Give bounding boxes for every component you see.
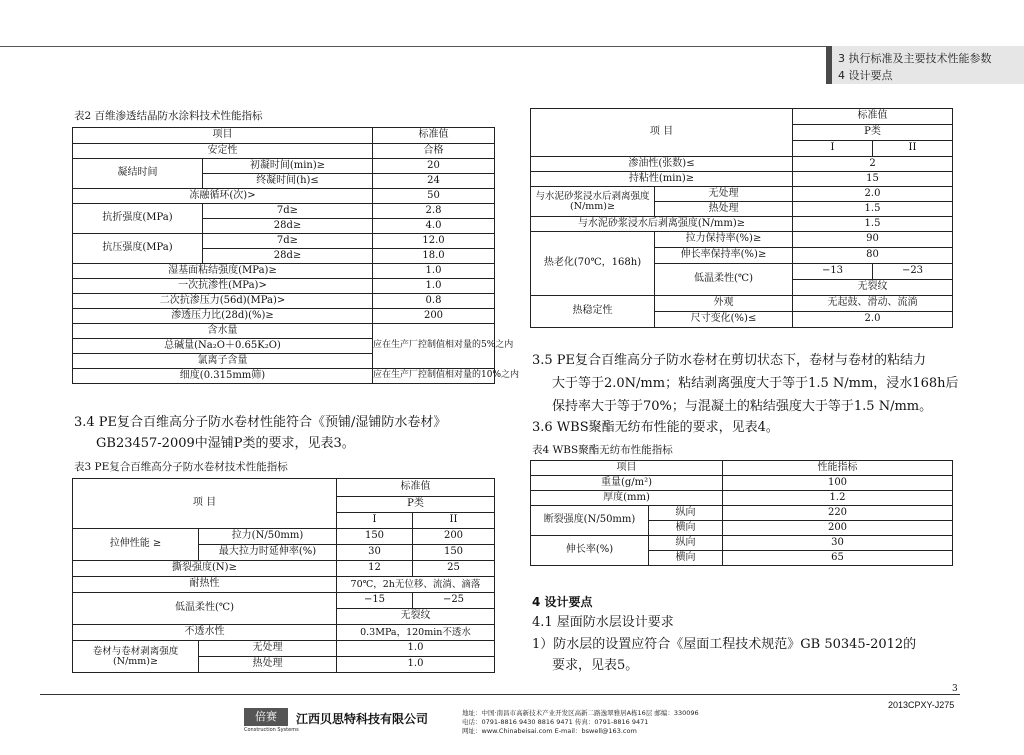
t2-cell: 0.8 [373, 294, 495, 309]
t2-cell: 7d≥ [203, 234, 373, 249]
t2-cell: 24 [373, 174, 495, 189]
table4 [530, 460, 953, 566]
t2-cell: 50 [373, 189, 495, 204]
t2-cell: 应在生产厂控制值相对量的5%之内 [373, 324, 495, 369]
t2-cell: 细度(0.315mm筛) [73, 369, 373, 384]
t3b-col-2: II [873, 141, 953, 157]
t3-group: 拉伸性能 ≥ [73, 529, 199, 561]
t4-cell: 65 [723, 551, 953, 566]
t3-col-1: I [337, 513, 413, 529]
t3b-cell: 无裂纹 [793, 280, 953, 296]
t3b-cell: 无起鼓、滑动、流淌 [793, 296, 953, 312]
section-4-1-item1-line2: 要求，见表5。 [552, 658, 639, 673]
t2-cell: 含水量 [73, 324, 373, 339]
t3-cell: 12 [337, 561, 413, 577]
t2-cell: 28d≥ [203, 249, 373, 264]
t3-cell: 耐热性 [73, 577, 337, 593]
t2-cell: 1.0 [373, 264, 495, 279]
t3-cell: 无裂纹 [337, 609, 495, 625]
t2-cell: 初凝时间(min)≥ [203, 159, 373, 174]
t3b-cell: 2 [793, 157, 953, 172]
t4-cell: 220 [723, 506, 953, 521]
para-3-5-line2: 大于等于2.0N/mm；粘结剥离强度大于等于1.5 N/mm，浸水168h后 [552, 376, 959, 391]
doc-code: 2013CPXY-J275 [888, 700, 955, 710]
t3-cell: 拉力(N/50mm) [199, 529, 337, 545]
t3-cell: 1.0 [337, 641, 495, 657]
t3b-cell: 无处理 [655, 187, 793, 202]
t3-group: 卷材与卷材剥离强度(N/mm)≥ [73, 641, 199, 673]
t2-cell: 应在生产厂控制值相对量的10%之内 [373, 369, 495, 384]
t2-cell: 湿基面粘结强度(MPa)≥ [73, 264, 373, 279]
t2-cell: 2.8 [373, 204, 495, 219]
t3b-cell: 15 [793, 172, 953, 187]
t4-cell: 30 [723, 536, 953, 551]
t3b-cell: 持粘性(min)≥ [531, 172, 793, 187]
t2-cell: 一次抗渗性(MPa)> [73, 279, 373, 294]
t2-cell: 总碱量(Na₂O＋0.65K₂O) [73, 339, 373, 354]
t3-group: 低温柔性(℃) [73, 593, 337, 625]
section-4-1-item1-line1: 1）防水层的设置应符合《屋面工程技术规范》GB 50345-2012的 [532, 637, 917, 652]
t3b-cell: −23 [873, 264, 953, 280]
t4-cell: 厚度(mm) [531, 491, 723, 506]
t3b-cell: 2.0 [793, 187, 953, 202]
t3b-cell: 低温柔性(℃) [655, 264, 793, 296]
t2-col-std: 标准值 [373, 128, 495, 144]
t3b-col-p: P类 [793, 125, 953, 141]
t3-cell: −15 [337, 593, 413, 609]
t3b-cell: 1.5 [793, 202, 953, 217]
t4-cell: 横向 [649, 521, 723, 536]
t3-cell: 30 [337, 545, 413, 561]
t3b-col-item: 项 目 [531, 109, 793, 157]
t3-cell: 无处理 [199, 641, 337, 657]
t4-cell: 纵向 [649, 536, 723, 551]
t3-cell: 150 [413, 545, 495, 561]
t3b-cell: 2.0 [793, 312, 953, 328]
t2-col-item: 项目 [73, 128, 373, 144]
footer-address: 地址：中国·南昌市高新技术产业开发区高新二路逸翠雅居A栋16层 邮编：330096 [462, 709, 699, 717]
t2-cell: 12.0 [373, 234, 495, 249]
t3b-cell: 尺寸变化(%)≤ [655, 312, 793, 328]
t2-cell: 20 [373, 159, 495, 174]
t4-group: 断裂强度(N/50mm) [531, 506, 649, 536]
t2-cell: 二次抗渗压力(56d)(MPa)> [73, 294, 373, 309]
t3b-cell: 80 [793, 248, 953, 264]
header-line-1: 3 执行标准及主要技术性能参数 [838, 52, 992, 65]
t2-cell: 200 [373, 309, 495, 324]
header-line-2: 4 设计要点 [838, 69, 893, 82]
t4-cell: 重量(g/m²) [531, 476, 723, 491]
t3b-group: 与水泥砂浆浸水后剥离强度(N/mm)≥ [531, 187, 655, 217]
company-logo: 倍赛 [244, 708, 288, 726]
t3b-cell: 拉力保持率(%)≥ [655, 232, 793, 248]
t2-cell: 氯离子含量 [73, 354, 373, 369]
t2-cell: 合格 [373, 144, 495, 159]
t3-cell: 200 [413, 529, 495, 545]
t3-cell: 1.0 [337, 657, 495, 673]
table3 [72, 478, 495, 673]
t3b-cell: 与水泥砂浆浸水后剥离强度(N/mm)≥ [531, 217, 793, 232]
header-accent [826, 46, 832, 84]
para-3-4-line1: 3.4 PE复合百维高分子防水卷材性能符合《预铺/湿铺防水卷材》 [74, 415, 447, 430]
para-3-5-line1: 3.5 PE复合百维高分子防水卷材在剪切状态下，卷材与卷材的粘结力 [532, 353, 927, 368]
t3-cell: 150 [337, 529, 413, 545]
t3b-cell: 1.5 [793, 217, 953, 232]
footer-web: 网址：www.Chinabeisai.com E-mail：bswell@163.com [462, 727, 637, 735]
t4-cell: 200 [723, 521, 953, 536]
t2-cell: 安定性 [73, 144, 373, 159]
t2-group: 凝结时间 [73, 159, 203, 189]
t4-col-std: 性能指标 [723, 461, 953, 476]
t3b-cell: 渗油性(张数)≤ [531, 157, 793, 172]
t2-group: 抗压强度(MPa) [73, 234, 203, 264]
para-3-4-line2: GB23457-2009中湿铺P类的要求，见表3。 [96, 436, 355, 451]
t2-cell: 1.0 [373, 279, 495, 294]
table4-caption: 表4 WBS聚酯无纺布性能指标 [532, 444, 673, 456]
t2-cell: 渗透压力比(28d)(%)≥ [73, 309, 373, 324]
section-4-1: 4.1 屋面防水层设计要求 [532, 615, 674, 630]
t3b-group: 热稳定性 [531, 296, 655, 328]
t3-cell: 最大拉力时延伸率(%) [199, 545, 337, 561]
t3-col-2: II [413, 513, 495, 529]
t3-cell: 0.3MPa，120min不透水 [337, 625, 495, 641]
t2-cell: 28d≥ [203, 219, 373, 234]
t3-cell: 25 [413, 561, 495, 577]
footer-rule [40, 694, 960, 695]
table2 [72, 127, 520, 384]
t3-col-item: 项 目 [73, 479, 337, 529]
t3-cell: 不透水性 [73, 625, 337, 641]
t3b-cell: 90 [793, 232, 953, 248]
t3-cell: 70℃，2h无位移、流淌、滴落 [337, 577, 495, 593]
t2-cell: 4.0 [373, 219, 495, 234]
table3-continued [530, 108, 953, 328]
t4-cell: 100 [723, 476, 953, 491]
t3b-cell: 热处理 [655, 202, 793, 217]
t3b-cell: −13 [793, 264, 873, 280]
footer-tel: 电话：0791-8816 9430 8816 9471 传真：0791-8816 9471 [462, 718, 649, 726]
company-name: 江西贝思特科技有限公司 [296, 712, 429, 726]
t3-col-p: P类 [337, 497, 495, 513]
t3b-cell: 外观 [655, 296, 793, 312]
t3-cell: 热处理 [199, 657, 337, 673]
t3-cell: −25 [413, 593, 495, 609]
section-4-title: 4 设计要点 [532, 595, 593, 609]
logo-subtitle: Construction Systems [244, 727, 299, 733]
para-3-5-line3: 保持率大于等于70%；与混凝土的粘结强度大于等于1.5 N/mm。 [552, 399, 933, 414]
t3b-col-1: I [793, 141, 873, 157]
t2-cell: 终凝时间(h)≤ [203, 174, 373, 189]
table2-caption: 表2 百维渗透结晶防水涂料技术性能指标 [74, 110, 263, 122]
t3b-col-std: 标准值 [793, 109, 953, 125]
t4-cell: 横向 [649, 551, 723, 566]
t4-cell: 纵向 [649, 506, 723, 521]
t4-cell: 1.2 [723, 491, 953, 506]
t2-cell: 18.0 [373, 249, 495, 264]
page-number: 3 [952, 684, 958, 694]
t3b-cell: 伸长率保持率(%)≥ [655, 248, 793, 264]
t3-col-std: 标准值 [337, 479, 495, 497]
t3b-group: 热老化(70℃，168h) [531, 232, 655, 296]
t2-cell: 7d≥ [203, 204, 373, 219]
para-3-6: 3.6 WBS聚酯无纺布性能的要求，见表4。 [532, 420, 779, 435]
header-rule [0, 46, 826, 47]
t4-col-item: 项目 [531, 461, 723, 476]
table3-caption: 表3 PE复合百维高分子防水卷材技术性能指标 [74, 461, 288, 473]
t3-cell: 撕裂强度(N)≥ [73, 561, 337, 577]
t4-group: 伸长率(%) [531, 536, 649, 566]
t2-group: 抗折强度(MPa) [73, 204, 203, 234]
t2-cell: 冻融循环(次)> [73, 189, 373, 204]
